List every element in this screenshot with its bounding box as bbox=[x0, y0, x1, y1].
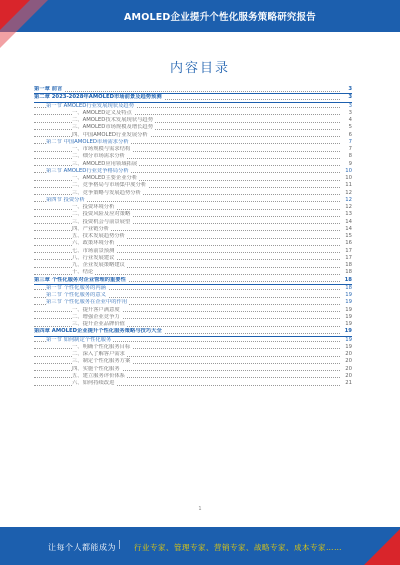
toc-entry-text: 第三节 个性化服务在企业中的作用 bbox=[46, 299, 128, 306]
toc-entry[interactable] bbox=[34, 153, 352, 160]
toc-entry-page: 4 bbox=[348, 117, 352, 123]
toc-entry-page: 19 bbox=[345, 306, 352, 313]
footer-slogan-right: 行业专家、管理专家、营销专家、战略专家、成本专家…… bbox=[134, 543, 342, 552]
toc-entry[interactable] bbox=[34, 307, 352, 314]
toc-entry[interactable] bbox=[34, 182, 352, 189]
toc-entry[interactable] bbox=[34, 358, 352, 365]
toc-entry-page: 18 bbox=[345, 269, 352, 276]
toc-entry-text: 三、投资机会与前景展望 bbox=[72, 218, 131, 225]
toc-entry[interactable] bbox=[34, 124, 352, 131]
toc-entry-page: 3 bbox=[348, 86, 352, 92]
toc-entry-text: 四、中国AMOLED行业发展分析 bbox=[72, 131, 148, 138]
toc-entry-page: 5 bbox=[348, 124, 352, 131]
toc-entry[interactable] bbox=[34, 132, 352, 139]
toc-entry-page: 12 bbox=[345, 204, 352, 210]
footer-corner-decoration bbox=[364, 529, 400, 565]
toc-entry-page: 8 bbox=[348, 153, 352, 160]
toc-entry-text: 九、企业发展策略建议 bbox=[72, 262, 125, 268]
toc-entry-page: 7 bbox=[348, 146, 352, 152]
toc-entry-page: 3 bbox=[348, 102, 352, 109]
toc-entry[interactable] bbox=[34, 146, 352, 153]
toc-entry[interactable] bbox=[34, 168, 352, 175]
toc-entry-page: 12 bbox=[345, 196, 352, 203]
toc-entry-page: 19 bbox=[345, 313, 352, 320]
toc-entry-page: 20 bbox=[345, 365, 352, 372]
toc-entry[interactable] bbox=[34, 161, 352, 168]
toc-entry-text: 三、竞争策略与发展趋势分析 bbox=[72, 189, 141, 196]
toc-entry-page: 14 bbox=[345, 218, 352, 225]
toc-entry-text: 二、增强企业竞争力 bbox=[72, 313, 120, 320]
toc-entry-text: 十、结论 bbox=[72, 269, 94, 276]
toc-entry[interactable] bbox=[34, 94, 352, 102]
toc-entry[interactable] bbox=[34, 190, 352, 197]
toc-entry-text: 二、投资风险及应对策略 bbox=[72, 211, 131, 218]
footer-bar bbox=[0, 527, 400, 565]
toc-entry-text: 三、AMOLED应用领域拓展 bbox=[72, 160, 138, 167]
toc-entry-text: 一、提升客户满意度 bbox=[72, 306, 120, 313]
toc-entry[interactable] bbox=[34, 117, 352, 124]
toc-entry-page: 18 bbox=[345, 284, 352, 291]
toc-entry-text: 一、市场规模与需求结构 bbox=[72, 146, 131, 152]
toc-entry-text: 第三章 个性化服务对企业管理的重要性 bbox=[34, 276, 126, 283]
toc-entry[interactable] bbox=[34, 277, 352, 285]
toc-entry[interactable] bbox=[34, 233, 352, 240]
toc-entry-page: 19 bbox=[345, 299, 352, 306]
toc-entry[interactable] bbox=[34, 197, 352, 204]
toc-entry-text: 二、深入了解客户需求 bbox=[72, 351, 125, 357]
toc-entry-text: 三、AMOLED市场规模及增长趋势 bbox=[72, 124, 154, 131]
toc-entry-page: 13 bbox=[345, 211, 352, 218]
toc-entry-page: 3 bbox=[348, 94, 352, 101]
toc-entry-page: 17 bbox=[345, 254, 352, 261]
toc-entry-page: 14 bbox=[345, 225, 352, 232]
toc-entry-text: 三、提升企业品牌价值 bbox=[72, 321, 125, 327]
toc-entry-text: 一、明确个性化服务目标 bbox=[72, 343, 131, 350]
toc-entry[interactable] bbox=[34, 344, 352, 351]
toc-entry-page: 11 bbox=[345, 182, 352, 189]
corner-decoration bbox=[0, 0, 30, 30]
toc-entry[interactable] bbox=[34, 86, 352, 94]
toc-entry-text: 第一节 如何制定个性化服务 bbox=[46, 336, 112, 343]
toc-entry-text: 一、AMOLED主要企业分析 bbox=[72, 175, 138, 181]
toc-entry[interactable] bbox=[34, 269, 352, 276]
toc-entry[interactable] bbox=[34, 373, 352, 380]
toc-entry-page: 3 bbox=[348, 109, 352, 116]
toc-entry-text: 第四节 投资分析 bbox=[46, 196, 85, 203]
toc-entry-text: 第一节 AMOLED行业发展现状及趋势 bbox=[46, 102, 134, 109]
page-number: 1 bbox=[198, 506, 202, 512]
toc-entry-text: 五、建立服务评价体系 bbox=[72, 372, 125, 379]
report-title: AMOLED企业提升个性化服务策略研究报告 bbox=[123, 12, 316, 23]
toc-entry-text: 五、技术发展趋势分析 bbox=[72, 233, 125, 239]
toc-entry-text: 六、政策环境分析 bbox=[72, 240, 115, 247]
toc-entry-text: 二、竞争格局与市场集中度分析 bbox=[72, 182, 147, 189]
toc-entry[interactable] bbox=[34, 255, 352, 262]
toc-leader-dots bbox=[34, 91, 340, 92]
toc-entry-text: 六、如何持续改进 bbox=[72, 380, 115, 386]
toc-entry-text: 第二章 2023-2028年AMOLED市场前景及趋势预测 bbox=[34, 94, 162, 101]
toc-entry[interactable] bbox=[34, 211, 352, 218]
toc-entry-text: 七、市场前景预测 bbox=[72, 247, 115, 254]
toc-entry[interactable] bbox=[34, 240, 352, 247]
toc-entry-page: 7 bbox=[348, 138, 352, 145]
toc-entry-text: 一、AMOLED定义及特点 bbox=[72, 109, 132, 116]
toc-entry-text: 第四章 AMOLED企业提升个性化服务策略与技巧大全 bbox=[34, 328, 162, 335]
toc-entry[interactable] bbox=[34, 248, 352, 255]
toc-entry[interactable] bbox=[34, 103, 352, 110]
toc-entry[interactable] bbox=[34, 380, 352, 387]
toc-entry-page: 12 bbox=[345, 189, 352, 196]
toc-entry[interactable] bbox=[34, 351, 352, 358]
toc-entry[interactable] bbox=[34, 175, 352, 182]
toc-entry[interactable] bbox=[34, 262, 352, 269]
toc-entry-page: 21 bbox=[345, 380, 352, 386]
toc-entry-text: 第一节 个性化服务的内涵 bbox=[46, 284, 106, 291]
toc-entry-text: 一、投资环境分析 bbox=[72, 204, 115, 210]
header-bar bbox=[0, 0, 400, 32]
toc-entry-text: 第一章 前言 bbox=[34, 86, 63, 92]
toc-entry-page: 10 bbox=[345, 167, 352, 174]
toc-entry-text: 四、实施个性化服务 bbox=[72, 365, 120, 372]
toc-entry-page: 20 bbox=[345, 372, 352, 379]
toc-entry-page: 16 bbox=[345, 240, 352, 247]
toc-entry-page: 6 bbox=[348, 131, 352, 138]
toc-entry[interactable] bbox=[34, 292, 352, 299]
toc-entry[interactable] bbox=[34, 285, 352, 292]
toc-entry-page: 20 bbox=[345, 358, 352, 365]
toc-entry[interactable] bbox=[34, 204, 352, 211]
toc-entry-page: 19 bbox=[344, 328, 352, 335]
toc-entry[interactable] bbox=[34, 328, 352, 336]
toc-entry[interactable] bbox=[34, 219, 352, 226]
toc-entry-text: 二、细分市场需求分析 bbox=[72, 153, 125, 160]
toc-entry-page: 18 bbox=[344, 276, 352, 283]
toc-entry[interactable] bbox=[34, 299, 352, 306]
toc-entry[interactable] bbox=[34, 139, 352, 146]
toc-entry-page: 17 bbox=[345, 247, 352, 254]
toc-entry[interactable] bbox=[34, 366, 352, 373]
footer-slogan-left: 让每个人都能成为 bbox=[48, 543, 116, 552]
toc-entry-page: 15 bbox=[345, 233, 352, 239]
toc-entry[interactable] bbox=[34, 226, 352, 233]
toc-entry-text: 三、制定个性化服务方案 bbox=[72, 358, 131, 365]
toc-entry[interactable] bbox=[34, 110, 352, 117]
toc-entry-page: 19 bbox=[345, 336, 352, 343]
toc-title: 内容目录 bbox=[169, 61, 230, 76]
footer-divider: | bbox=[118, 540, 122, 550]
toc-entry-text: 第三节 AMOLED行业竞争格局分析 bbox=[46, 167, 129, 174]
toc-entry-text: 八、行业发展建议 bbox=[72, 254, 115, 261]
toc-entry[interactable] bbox=[34, 337, 352, 344]
toc-entry-text: 二、AMOLED技术发展现状与趋势 bbox=[72, 117, 154, 123]
toc-entry-text: 四、产业链分析 bbox=[72, 225, 110, 232]
toc-entry-page: 18 bbox=[345, 262, 352, 268]
toc-entry-page: 10 bbox=[345, 175, 352, 181]
toc-entry-page: 19 bbox=[345, 321, 352, 327]
toc-entry-page: 19 bbox=[345, 292, 352, 298]
toc-entry-page: 20 bbox=[345, 351, 352, 357]
toc-entry-page: 19 bbox=[345, 343, 352, 350]
toc-entry-text: 第二节 个性化服务的意义 bbox=[46, 292, 106, 298]
toc-entry-page: 9 bbox=[348, 160, 352, 167]
table-of-contents bbox=[34, 86, 352, 387]
toc-entry[interactable] bbox=[34, 321, 352, 328]
toc-entry[interactable] bbox=[34, 314, 352, 321]
toc-entry-text: 第二节 中国AMOLED市场需求分析 bbox=[46, 138, 129, 145]
